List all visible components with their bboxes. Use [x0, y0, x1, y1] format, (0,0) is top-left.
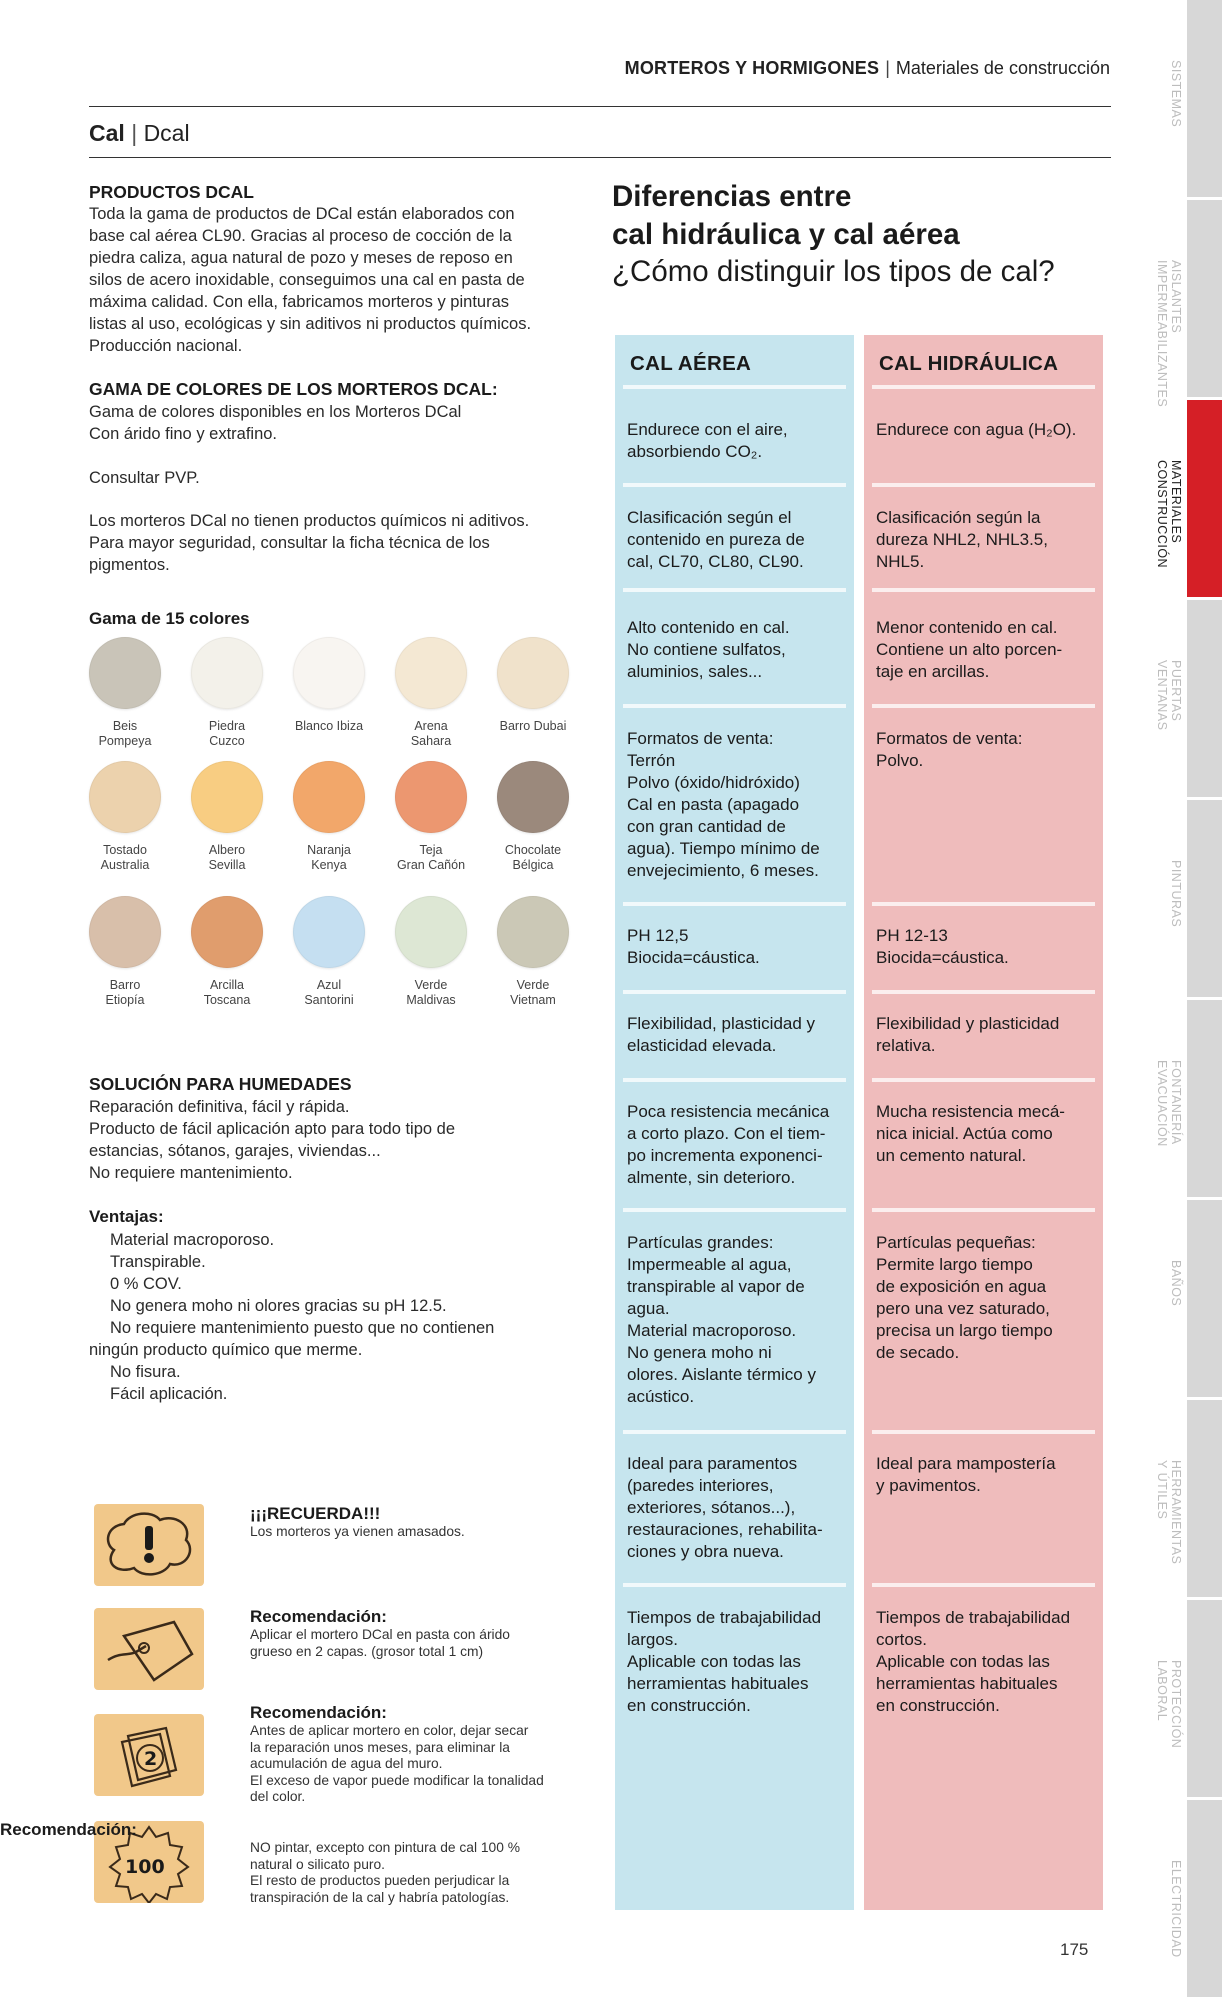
color-swatch [191, 761, 263, 833]
two-layers-icon [94, 1714, 204, 1796]
color-swatch [89, 637, 161, 709]
color-name-line: Sahara [410, 734, 452, 748]
note-line: transpiración de la cal y habría patologías. [250, 1889, 510, 1905]
color-name-line: Teja [419, 843, 443, 857]
gama-text [89, 401, 589, 445]
header-subsection: Materiales de construcción [895, 58, 1110, 78]
comparison-title [612, 178, 1112, 291]
gama-line: Con árido fino y extrafino. [89, 425, 278, 443]
color-name-line: Pompeya [98, 734, 152, 748]
cal-hidraulica-cell-line: Tiempos de trabajabilidad [876, 1608, 1071, 1627]
cal-aerea-cell-line: Material macroporoso. [627, 1321, 797, 1340]
note-line: acumulación de agua del muro. [250, 1756, 443, 1771]
sidebar-tab-label [1169, 1860, 1183, 1958]
sidebar-tab[interactable] [1187, 800, 1222, 1000]
category-sidebar [1155, 0, 1222, 2000]
cal-hidraulica-cell-line: y pavimentos. [876, 1476, 981, 1495]
color-name-line: Chocolate [504, 843, 562, 857]
gama-nota-line: pigmentos. [89, 556, 170, 574]
sidebar-tab[interactable] [1187, 1800, 1222, 2000]
color-swatch-label [483, 978, 583, 1008]
cal-hidraulica-cell-line: pero una vez saturado, [876, 1299, 1050, 1318]
gama-heading: GAMA DE COLORES DE LOS MORTEROS DCAL: [89, 379, 498, 399]
page-title-bold: Cal [89, 120, 125, 146]
color-swatch [395, 761, 467, 833]
color-name-line: Vietnam [510, 993, 556, 1007]
color-name-line: Arena [414, 719, 448, 733]
cal-hidraulica-cell-line: NHL5. [876, 552, 925, 571]
row-divider [623, 902, 846, 906]
sidebar-tab-label-line: IMPERMEABILIZANTES [1155, 260, 1169, 408]
productos-text [89, 203, 589, 357]
color-name-line: Etiopía [105, 993, 145, 1007]
productos-line: máxima calidad. Con ella, fabricamos morteros y pinturas [89, 293, 510, 311]
sidebar-tab[interactable] [1187, 1400, 1222, 1600]
sidebar-tab-label-line: BAÑOS [1169, 1260, 1183, 1307]
row-divider [872, 588, 1095, 592]
note-line: natural o silicato puro. [250, 1856, 385, 1872]
cal-hidraulica-cell-line: Ideal para mampostería [876, 1454, 1056, 1473]
note-body [250, 1840, 580, 1906]
cal-aerea-cell-line: Impermeable al agua, [627, 1255, 792, 1274]
sidebar-tab-label [1155, 460, 1183, 568]
header-separator: | [885, 58, 890, 78]
productos-heading: PRODUCTOS DCAL [89, 182, 254, 202]
sidebar-tab-label-line: AISLANTES [1169, 260, 1183, 334]
cal-aerea-cell [627, 1013, 852, 1057]
row-divider [872, 483, 1095, 487]
cal-aerea-cell-line: Cal en pasta (apagado [627, 795, 800, 814]
color-name-line: Naranja [307, 843, 351, 857]
ventajas-heading: Ventajas: [89, 1207, 164, 1226]
cal-aerea-cell-line: No contiene sulfatos, [627, 640, 786, 659]
color-name-line: Verde [516, 978, 550, 992]
productos-line: base cal aérea CL90. Gracias al proceso de cocción de la [89, 227, 512, 245]
cal-aerea-cell-line: Aplicable con todas las [627, 1652, 801, 1671]
row-divider [872, 1078, 1095, 1082]
cal-aerea-cell-line: Biocida=cáustica. [627, 948, 760, 967]
cal-hidraulica-cell-line: Permite largo tiempo [876, 1255, 1033, 1274]
row-divider [623, 483, 846, 487]
note-title: Recomendación: [250, 1607, 387, 1626]
color-swatch [191, 896, 263, 968]
cal-aerea-cell [627, 507, 852, 573]
sidebar-tab-label-line: ELECTRICIDAD [1169, 1860, 1183, 1958]
note-body [250, 1627, 580, 1660]
color-name-line: Kenya [311, 858, 347, 872]
color-swatch [497, 761, 569, 833]
cal-hidraulica-cell-line: en construcción. [876, 1696, 1000, 1715]
note-body [250, 1723, 580, 1806]
cal-aerea-header-label: CAL AÉREA [630, 352, 752, 375]
sidebar-tab-label-line: EVACUACIÓN [1155, 1060, 1169, 1147]
cal-hidraulica-cell-line: taje en arcillas. [876, 662, 990, 681]
sidebar-tab-label [1169, 1260, 1183, 1306]
color-name-line: Gran Cañón [396, 858, 466, 872]
cal-aerea-cell-line: almente, sin deterioro. [627, 1168, 796, 1187]
productos-line: listas al uso, ecológicas y sin aditivos ni productos químicos. [89, 315, 532, 333]
sidebar-tab[interactable] [1187, 200, 1222, 400]
sidebar-tab-label [1169, 860, 1183, 927]
cal-hidraulica-cell [876, 1607, 1101, 1717]
trowel-icon [94, 1608, 204, 1690]
row-divider [872, 1430, 1095, 1434]
cal-hidraulica-cell-line: relativa. [876, 1036, 936, 1055]
cal-aerea-cell-line: en construcción. [627, 1696, 751, 1715]
cal-aerea-cell [627, 617, 852, 683]
ventajas-item: No fisura. [110, 1363, 181, 1381]
row-divider [872, 385, 1095, 389]
solucion-text [89, 1096, 589, 1184]
cal-aerea-cell-line: largos. [627, 1630, 679, 1649]
ventajas-item: 0 % COV. [110, 1275, 182, 1293]
comparison-title-line: cal hidráulica y cal aérea [612, 217, 960, 251]
cal-aerea-cell-line: elasticidad elevada. [627, 1036, 777, 1055]
cal-hidraulica-cell [876, 617, 1101, 683]
cal-aerea-cell-line: ciones y obra nueva. [627, 1542, 784, 1561]
ventajas-item: ningún producto químico que merme. [89, 1341, 363, 1359]
sidebar-tab-label-line: Y ÚTILES [1155, 1460, 1169, 1520]
page-title-rest: Dcal [143, 120, 190, 146]
cal-hidraulica-column [864, 335, 1103, 1910]
color-name-line: Australia [100, 858, 150, 872]
cal-hidraulica-cell [876, 419, 1101, 441]
note-line: grueso en 2 capas. (grosor total 1 cm) [250, 1643, 484, 1659]
color-name-line: Barro Dubai [499, 719, 567, 733]
sidebar-tab-label [1155, 1060, 1183, 1147]
cal-hidraulica-cell-line: Flexibilidad y plasticidad [876, 1014, 1060, 1033]
color-name-line: Maldivas [406, 993, 456, 1007]
title-rule [89, 157, 1111, 158]
productos-line: silos de acero inoxidable, conseguimos una cal en pasta de [89, 271, 525, 289]
cal-aerea-cell-line: Tiempos de trabajabilidad [627, 1608, 822, 1627]
gama-line: Gama de colores disponibles en los Morteros DCal [89, 403, 462, 421]
cal-aerea-cell-line: Clasificación según el [627, 508, 792, 527]
gama-nota-line: Los morteros DCal no tienen productos químicos ni aditivos. [89, 512, 530, 530]
cal-hidraulica-cell [876, 1101, 1101, 1167]
cal-aerea-cell-line: Flexibilidad, plasticidad y [627, 1014, 816, 1033]
sidebar-tab-label-line: LABORAL [1155, 1660, 1169, 1722]
gama-consultar: Consultar PVP. [89, 469, 200, 487]
color-swatch [89, 761, 161, 833]
note-line: Los morteros ya vienen amasados. [250, 1524, 465, 1539]
svg-text:100: 100 [125, 1856, 165, 1878]
color-name-line: Verde [414, 978, 448, 992]
cal-aerea-cell-line: agua). Tiempo mínimo de [627, 839, 820, 858]
cal-hidraulica-cell [876, 1453, 1101, 1497]
color-swatch-label [177, 843, 277, 873]
cal-aerea-cell-line: Alto contenido en cal. [627, 618, 790, 637]
colors-heading: Gama de 15 colores [89, 609, 250, 628]
cal-aerea-column [615, 335, 854, 1910]
cal-aerea-cell-line: Endurece con el aire, [627, 420, 788, 439]
cal-aerea-cell-line: contenido en pureza de [627, 530, 805, 549]
sidebar-tab[interactable] [1187, 600, 1222, 800]
note-line: Antes de aplicar mortero en color, dejar secar [250, 1723, 529, 1738]
cal-hidraulica-cell-line: precisa un largo tiempo [876, 1321, 1053, 1340]
cal-aerea-cell-line: con gran cantidad de [627, 817, 786, 836]
note-body [250, 1524, 580, 1541]
cal-aerea-cell [627, 419, 852, 463]
sidebar-tab-label-line: SISTEMAS [1169, 60, 1183, 128]
color-name-line: Piedra [208, 719, 246, 733]
color-swatch-label [483, 843, 583, 873]
solucion-line: Reparación definitiva, fácil y rápida. [89, 1098, 350, 1116]
cal-aerea-cell-line: restauraciones, rehabilita- [627, 1520, 823, 1539]
cal-aerea-cell-line: transpirable al vapor de [627, 1277, 805, 1296]
cal-aerea-cell-line: Terrón [627, 751, 676, 770]
cal-hidraulica-cell [876, 507, 1101, 573]
color-swatch-label [75, 843, 175, 873]
note-title: Recomendación: [250, 1703, 387, 1722]
sidebar-tab-label [1169, 60, 1183, 127]
sidebar-tab[interactable] [1187, 0, 1222, 200]
sidebar-tab-label-line: FONTANERÍA [1169, 1060, 1183, 1145]
note-line: El exceso de vapor puede modificar la tonalidad [250, 1772, 544, 1788]
cal-hidraulica-cell-line: Aplicable con todas las [876, 1652, 1050, 1671]
cal-aerea-cell-line: Poca resistencia mecánica [627, 1102, 830, 1121]
cal-hidraulica-cell [876, 728, 1101, 772]
color-name-line: Bélgica [512, 858, 554, 872]
ventajas-item: No requiere mantenimiento puesto que no contienen [110, 1319, 495, 1337]
gama-nota-line: Para mayor seguridad, consultar la ficha técnica de los [89, 534, 490, 552]
cal-aerea-cell-line: Formatos de venta: [627, 729, 774, 748]
sidebar-tab[interactable] [1187, 400, 1222, 600]
solucion-line: No requiere mantenimiento. [89, 1164, 293, 1182]
cal-hidraulica-cell-line: dureza NHL2, NHL3.5, [876, 530, 1048, 549]
cal-aerea-cell [627, 1607, 852, 1717]
note-title: Recomendación: [0, 1820, 137, 1839]
color-swatch-label [381, 978, 481, 1008]
sidebar-tab[interactable] [1187, 1200, 1222, 1400]
cal-hidraulica-cell-line: Contiene un alto porcen- [876, 640, 1063, 659]
cal-aerea-cell [627, 1101, 852, 1189]
sidebar-tab-label [1155, 1660, 1183, 1748]
color-swatch [497, 637, 569, 709]
color-name-line: Arcilla [209, 978, 245, 992]
note-line: la reparación unos meses, para eliminar la [250, 1739, 510, 1755]
page-title [89, 120, 190, 147]
cal-aerea-cell-line: a corto plazo. Con el tiem- [627, 1124, 826, 1143]
cal-hidraulica-cell-line: nica inicial. Actúa como [876, 1124, 1053, 1143]
ventajas-item: Material macroporoso. [110, 1231, 275, 1249]
cal-hidraulica-cell-line: Biocida=cáustica. [876, 948, 1009, 967]
row-divider [623, 990, 846, 994]
cal-hidraulica-cell-line: un cemento natural. [876, 1146, 1027, 1165]
comparison-title-line: Diferencias entre [612, 180, 852, 213]
note-line: del color. [250, 1789, 306, 1804]
color-swatch [395, 896, 467, 968]
color-swatch-label [381, 843, 481, 873]
row-divider [623, 1078, 846, 1082]
sidebar-tab-label [1155, 1460, 1183, 1564]
cal-hidraulica-cell-line: Endurece con agua (H₂O). [876, 420, 1077, 439]
note-line: NO pintar, excepto con pintura de cal 100 % [250, 1840, 520, 1855]
cal-hidraulica-cell-line: herramientas habituales [876, 1674, 1058, 1693]
page-title-separator: | [131, 120, 138, 146]
productos-line: piedra caliza, agua natural de pozo y meses de reposo en [89, 249, 513, 267]
sidebar-tab-label [1155, 260, 1183, 407]
cal-hidraulica-cell-line: Polvo. [876, 751, 924, 770]
row-divider [872, 1208, 1095, 1212]
sidebar-tab-label-line: VENTANAS [1155, 660, 1169, 731]
header-rule [89, 106, 1111, 107]
color-swatch [293, 637, 365, 709]
cal-hidraulica-header [864, 335, 1103, 383]
color-name-line: Blanco Ibiza [294, 719, 364, 733]
cal-hidraulica-cell [876, 1232, 1101, 1364]
row-divider [872, 704, 1095, 708]
cal-aerea-cell-line: cal, CL70, CL80, CL90. [627, 552, 804, 571]
cal-hidraulica-cell [876, 925, 1101, 969]
color-name-line: Toscana [203, 993, 251, 1007]
cal-aerea-cell-line: agua. [627, 1299, 670, 1318]
cal-aerea-cell-line: exteriores, sótanos...), [627, 1498, 796, 1517]
sidebar-tab-label-line: CONSTRUCCIÓN [1155, 460, 1169, 569]
color-swatch-label [279, 843, 379, 873]
color-name-line: Cuzco [209, 734, 245, 748]
color-swatch-label [279, 978, 379, 1008]
sidebar-tab[interactable] [1187, 1000, 1222, 1200]
color-name-line: Tostado [103, 843, 147, 857]
color-name-line: Barro [109, 978, 141, 992]
cal-aerea-cell-line: aluminios, sales... [627, 662, 763, 681]
comparison-subtitle: ¿Cómo distinguir los tipos de cal? [612, 255, 1055, 288]
color-swatch [395, 637, 467, 709]
cal-aerea-cell-line: acústico. [627, 1387, 695, 1406]
productos-line: Toda la gama de productos de DCal están elaborados con [89, 205, 515, 223]
solucion-line: estancias, sótanos, garajes, viviendas... [89, 1142, 381, 1160]
cal-hidraulica-cell-line: Menor contenido en cal. [876, 618, 1058, 637]
cal-aerea-cell-line: No genera moho ni [627, 1343, 772, 1362]
note-line: Aplicar el mortero DCal en pasta con árido [250, 1627, 510, 1642]
color-name-line: Beis [112, 719, 138, 733]
svg-text:2: 2 [144, 1748, 158, 1770]
row-divider [872, 902, 1095, 906]
cal-aerea-cell [627, 728, 852, 882]
header-section: MORTEROS Y HORMIGONES [624, 58, 880, 78]
color-swatch [497, 896, 569, 968]
sidebar-tab-label-line: HERRAMIENTAS [1169, 1460, 1183, 1565]
cal-aerea-header [615, 335, 854, 383]
cal-hidraulica-cell-line: Formatos de venta: [876, 729, 1023, 748]
cal-aerea-cell [627, 925, 852, 969]
color-swatch-label [381, 719, 481, 749]
color-name-line: Santorini [304, 993, 354, 1007]
color-swatch-label [177, 719, 277, 749]
cal-hidraulica-cell-line: cortos. [876, 1630, 928, 1649]
cal-aerea-cell [627, 1232, 852, 1408]
color-swatch [191, 637, 263, 709]
cal-hidraulica-cell [876, 1013, 1101, 1057]
row-divider [623, 1430, 846, 1434]
ventajas-list [89, 1229, 609, 1405]
sidebar-tab[interactable] [1187, 1600, 1222, 1800]
color-swatch [293, 896, 365, 968]
row-divider [623, 588, 846, 592]
exclamation-bubble-icon [94, 1504, 204, 1586]
page-header [90, 58, 1110, 88]
sidebar-tab-label-line: PINTURAS [1169, 860, 1183, 928]
cal-hidraulica-cell-line: Clasificación según la [876, 508, 1041, 527]
sidebar-tab-label-line: PROTECCIÓN [1169, 1660, 1183, 1749]
cal-aerea-cell-line: po incrementa exponenci- [627, 1146, 823, 1165]
ventajas-item: No genera moho ni olores gracias su pH 12.5. [110, 1297, 447, 1315]
ventajas-item: Transpirable. [110, 1253, 206, 1271]
cal-aerea-cell [627, 1453, 852, 1563]
productos-line: Producción nacional. [89, 337, 243, 355]
solucion-heading: SOLUCIÓN PARA HUMEDADES [89, 1074, 352, 1094]
cal-aerea-cell-line: Partículas grandes: [627, 1233, 774, 1252]
row-divider [623, 1583, 846, 1587]
cal-aerea-cell-line: Ideal para paramentos [627, 1454, 798, 1473]
cal-aerea-cell-line: herramientas habituales [627, 1674, 809, 1693]
color-swatch [293, 761, 365, 833]
row-divider [872, 1583, 1095, 1587]
color-swatch-label [75, 978, 175, 1008]
color-name-line: Sevilla [208, 858, 246, 872]
note-title: ¡¡¡RECUERDA!!! [250, 1504, 381, 1523]
cal-aerea-cell-line: envejecimiento, 6 meses. [627, 861, 819, 880]
cal-aerea-cell-line: absorbiendo CO₂. [627, 442, 763, 461]
color-swatch [89, 896, 161, 968]
cal-aerea-cell-line: PH 12,5 [627, 926, 689, 945]
solucion-line: Producto de fácil aplicación apto para todo tipo de [89, 1120, 455, 1138]
sidebar-tab-label [1155, 660, 1183, 730]
color-name-line: Albero [208, 843, 246, 857]
sidebar-tab-label-line: PUERTAS [1169, 660, 1183, 722]
row-divider [872, 990, 1095, 994]
cal-hidraulica-header-label: CAL HIDRÁULICA [879, 352, 1059, 375]
cal-aerea-cell-line: (paredes interiores, [627, 1476, 774, 1495]
cal-aerea-cell-line: Polvo (óxido/hidróxido) [627, 773, 800, 792]
color-swatch-label [483, 719, 583, 734]
row-divider [623, 385, 846, 389]
ventajas-item: Fácil aplicación. [110, 1385, 228, 1403]
cal-hidraulica-cell-line: de secado. [876, 1343, 960, 1362]
note-line: El resto de productos pueden perjudicar la [250, 1873, 510, 1888]
cal-hidraulica-cell-line: PH 12-13 [876, 926, 948, 945]
gama-nota [89, 510, 599, 576]
page-number: 175 [1060, 1940, 1089, 1959]
cal-hidraulica-cell-line: Mucha resistencia mecá- [876, 1102, 1065, 1121]
color-swatch-label [75, 719, 175, 749]
cal-aerea-cell-line: olores. Aislante térmico y [627, 1365, 816, 1384]
color-name-line: Azul [316, 978, 342, 992]
sidebar-tab-label-line: MATERIALES [1169, 460, 1183, 544]
row-divider [623, 704, 846, 708]
cal-hidraulica-cell-line: Partículas pequeñas: [876, 1233, 1036, 1252]
cal-hidraulica-cell-line: de exposición en agua [876, 1277, 1047, 1296]
color-swatch-label [279, 719, 379, 734]
row-divider [623, 1208, 846, 1212]
color-swatch-label [177, 978, 277, 1008]
